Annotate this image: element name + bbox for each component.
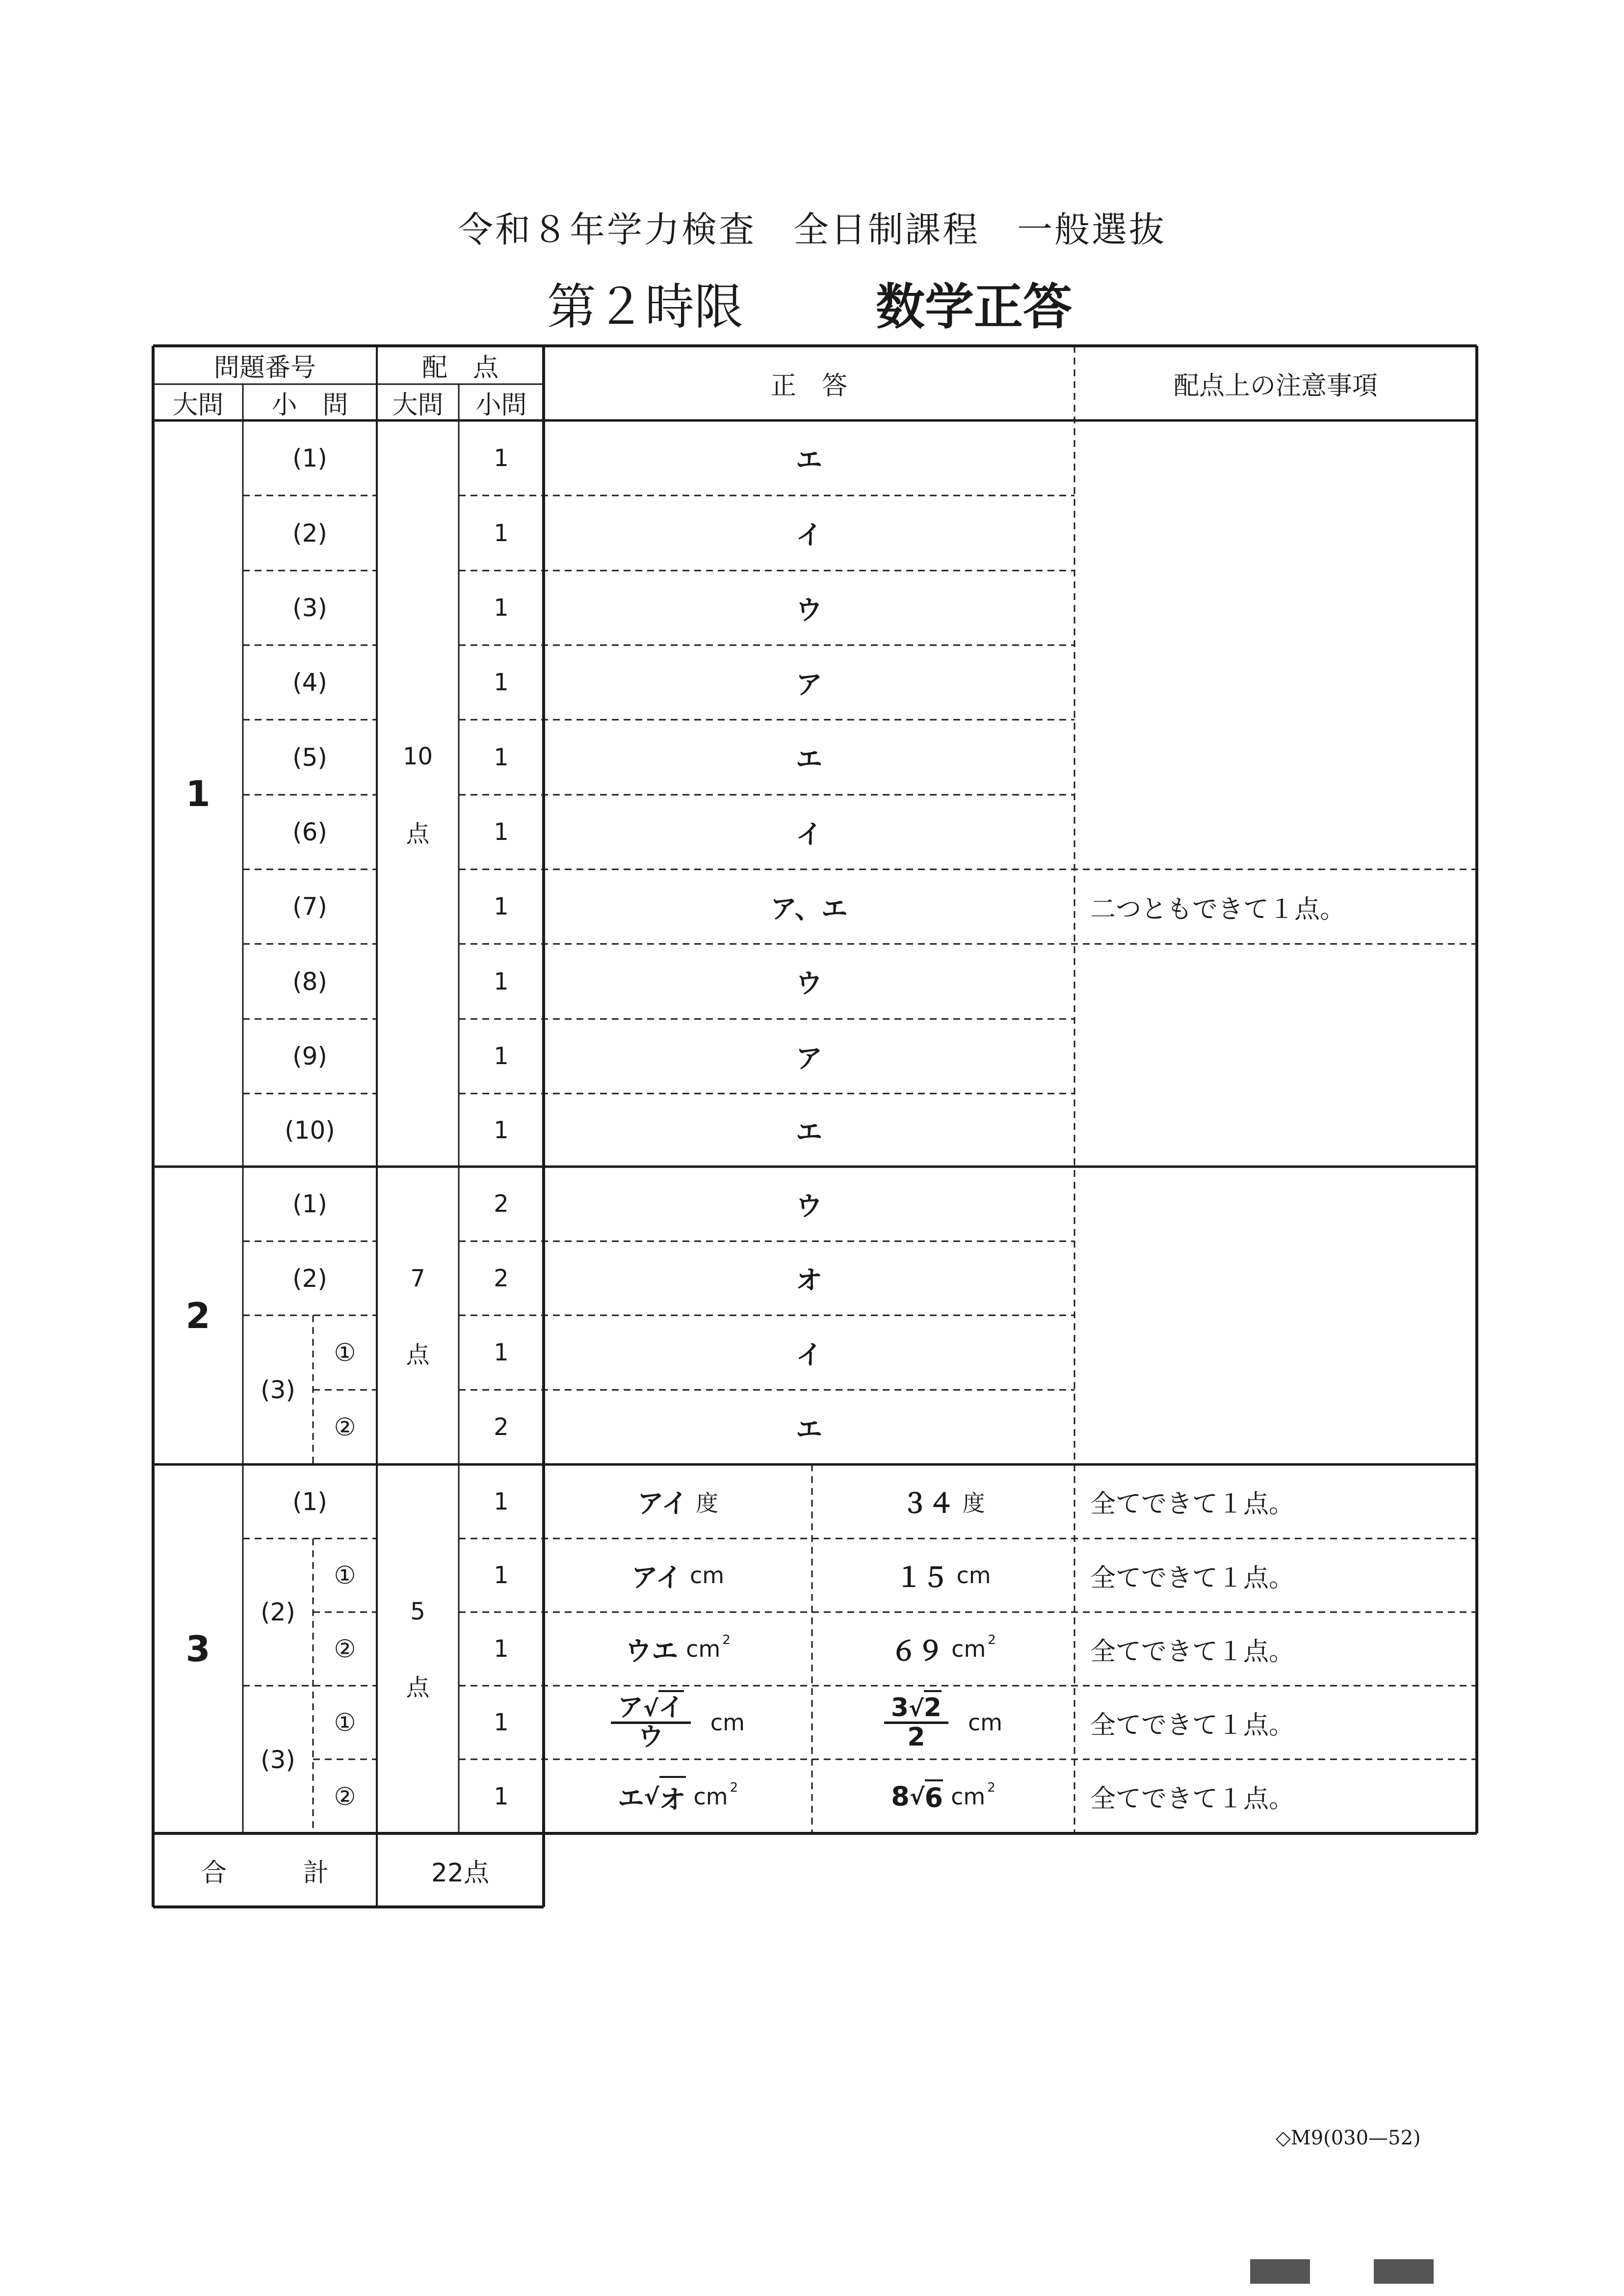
s3-q2-sub2: ② bbox=[334, 1635, 356, 1663]
s3-q2-1-symbol-cell bbox=[544, 1539, 812, 1612]
section-2-points-unit: 点 bbox=[406, 1341, 430, 1369]
s3-q1-symbol: アイ bbox=[637, 1488, 688, 1519]
s3-q1-note: 全てできて１点。 bbox=[1090, 1489, 1295, 1519]
s3-q3-2-symbol-radicand: オ bbox=[659, 1776, 686, 1817]
s3-q3-2-symbol-coef: エ bbox=[617, 1783, 644, 1814]
s1-q7-points: 1 bbox=[494, 893, 509, 920]
section-1-label: 1 bbox=[185, 773, 210, 814]
s3-q1-symbol-unit: 度 bbox=[696, 1489, 719, 1516]
s3-q2-1-note: 全てできて１点。 bbox=[1090, 1563, 1295, 1593]
s3-q2-sub1: ① bbox=[334, 1561, 356, 1590]
s3-q1-symbol-cell bbox=[544, 1464, 812, 1539]
s3-q3-1-value-coef: 3 bbox=[891, 1693, 909, 1722]
s1-q10-answer: エ bbox=[796, 1117, 822, 1148]
s3-q2-2-value-unit: cm bbox=[951, 1636, 986, 1662]
s3-q1: (1) bbox=[292, 1487, 327, 1516]
s2-q3-2-answer: エ bbox=[796, 1413, 822, 1445]
s3-q2-2-value-unit-sup: 2 bbox=[988, 1633, 996, 1647]
s3-q2-2-note: 全てできて１点。 bbox=[1090, 1637, 1295, 1667]
s1-q9-points: 1 bbox=[494, 1043, 509, 1070]
s3-q3-sub2: ② bbox=[334, 1782, 356, 1811]
section-2-points: 7 bbox=[410, 1264, 425, 1292]
s2-q1: (1) bbox=[292, 1190, 327, 1218]
s3-q3-2-value-unit: cm bbox=[951, 1783, 986, 1810]
s3-q2-1-value: １５ bbox=[895, 1562, 949, 1593]
s3-q2-1-value-cell bbox=[812, 1539, 1074, 1612]
s1-q3: (3) bbox=[292, 594, 327, 622]
s1-q10: (10) bbox=[285, 1116, 335, 1145]
s1-q6-answer: イ bbox=[796, 818, 822, 850]
s3-q3-1-value-radicand: 2 bbox=[924, 1690, 942, 1722]
s3-q2-2-symbol: ウエ bbox=[625, 1635, 679, 1667]
s3-q1-value-unit: 度 bbox=[962, 1489, 985, 1516]
s1-q6: (6) bbox=[292, 818, 327, 846]
header-points-large: 大問 bbox=[392, 390, 444, 420]
s1-q7-answer: ア、エ bbox=[770, 893, 848, 924]
header-answer: 正 答 bbox=[770, 371, 847, 401]
section-2-label: 2 bbox=[185, 1295, 210, 1336]
s3-q2-2-symbol-unit: cm bbox=[686, 1636, 721, 1662]
section-1-points: 10 bbox=[402, 743, 433, 770]
s3-q3-1-value-denominator: 2 bbox=[907, 1722, 925, 1752]
s3-q2-2-symbol-unit-sup: 2 bbox=[722, 1633, 731, 1647]
subject-title: 数学正答 bbox=[876, 278, 1072, 336]
total-value: 22点 bbox=[431, 1858, 490, 1888]
s3-q3-sub1: ① bbox=[334, 1708, 356, 1737]
s2-q3: (3) bbox=[261, 1376, 295, 1404]
s3-q2: (2) bbox=[261, 1598, 295, 1626]
s3-q3-1-symbol-cell bbox=[544, 1686, 812, 1759]
s1-q3-answer: ウ bbox=[796, 594, 822, 626]
s1-q7-note: 二つともできて１点。 bbox=[1090, 894, 1346, 924]
s2-q1-answer: ウ bbox=[796, 1190, 822, 1222]
s1-q5: (5) bbox=[292, 743, 327, 772]
exam-title: 令和８年学力検査 全日制課程 一般選抜 bbox=[457, 209, 1166, 250]
s2-q1-points: 2 bbox=[494, 1190, 509, 1218]
s3-q3-2-value-cell bbox=[812, 1759, 1074, 1833]
s1-q3-points: 1 bbox=[494, 594, 509, 622]
s1-q1-points: 1 bbox=[494, 444, 509, 472]
s3-q3-2-value-coef: 8 bbox=[891, 1781, 910, 1812]
s1-q4-answer: ア bbox=[796, 669, 822, 700]
header-question-number: 問題番号 bbox=[213, 353, 316, 383]
s3-q3-1-value-numerator bbox=[884, 1695, 948, 1724]
s3-q3-1-symbol-coef: ア bbox=[618, 1693, 644, 1722]
s3-q3-1-value-fraction bbox=[884, 1695, 948, 1750]
s3-q2-1-value-unit: cm bbox=[956, 1562, 991, 1589]
s1-q8: (8) bbox=[292, 967, 327, 996]
s1-q1: (1) bbox=[292, 444, 327, 472]
section-1-points-unit: 点 bbox=[406, 820, 430, 848]
s3-q1-value: ３４ bbox=[901, 1488, 955, 1519]
sqrt-icon: √ bbox=[643, 1695, 658, 1722]
s3-q3: (3) bbox=[261, 1745, 295, 1774]
sqrt-icon: √ bbox=[644, 1783, 659, 1810]
print-mark bbox=[1250, 2259, 1310, 2284]
s1-q1-answer: エ bbox=[796, 444, 822, 475]
s3-q2-2-symbol-cell bbox=[544, 1612, 812, 1686]
s3-q2-1-symbol: アイ bbox=[631, 1562, 682, 1593]
s1-q9: (9) bbox=[292, 1042, 327, 1070]
print-mark bbox=[1374, 2259, 1434, 2284]
s2-q3-sub2: ② bbox=[334, 1413, 356, 1441]
s2-q2: (2) bbox=[292, 1264, 327, 1293]
s1-q4: (4) bbox=[292, 668, 327, 697]
s3-q3-1-value-cell bbox=[812, 1686, 1074, 1759]
s2-q3-1-points: 1 bbox=[494, 1339, 509, 1366]
s1-q2-answer: イ bbox=[796, 520, 822, 550]
s2-q3-sub1: ① bbox=[334, 1338, 356, 1367]
s3-q3-2-points: 1 bbox=[494, 1782, 509, 1810]
s1-q7: (7) bbox=[292, 892, 327, 921]
section-3-points-unit: 点 bbox=[406, 1673, 430, 1701]
sqrt-icon: √ bbox=[909, 1695, 924, 1722]
s3-q3-2-note: 全てできて１点。 bbox=[1090, 1784, 1295, 1814]
section-3-label: 3 bbox=[185, 1628, 210, 1670]
header-notes: 配点上の注意事項 bbox=[1173, 371, 1378, 401]
s1-q6-points: 1 bbox=[494, 818, 509, 846]
s3-q3-1-points: 1 bbox=[494, 1709, 509, 1736]
s3-q3-1-symbol-unit: cm bbox=[710, 1709, 745, 1736]
s2-q2-answer: オ bbox=[796, 1265, 822, 1296]
s3-q2-2-value-cell bbox=[812, 1612, 1074, 1686]
s2-q3-2-points: 2 bbox=[494, 1413, 509, 1441]
s1-q10-points: 1 bbox=[494, 1116, 509, 1144]
header-points-small: 小問 bbox=[475, 390, 527, 420]
s3-q3-1-symbol-denominator: ウ bbox=[638, 1722, 664, 1752]
period-title: 第２時限 bbox=[547, 278, 743, 336]
s3-q3-2-symbol-unit: cm bbox=[693, 1783, 728, 1810]
s3-q2-2-value: ６９ bbox=[891, 1635, 944, 1667]
s3-q1-value-cell bbox=[812, 1464, 1074, 1539]
s1-q2-points: 1 bbox=[494, 519, 509, 547]
s1-q8-answer: ウ bbox=[796, 968, 822, 999]
s1-q9-answer: ア bbox=[796, 1043, 822, 1074]
total-label: 合 計 bbox=[201, 1858, 329, 1888]
s2-q2-points: 2 bbox=[494, 1264, 509, 1292]
s1-q8-points: 1 bbox=[494, 967, 509, 995]
s1-q5-answer: エ bbox=[796, 744, 822, 775]
s3-q3-2-symbol-cell bbox=[544, 1759, 812, 1833]
s3-q3-1-symbol-radicand: イ bbox=[658, 1690, 684, 1722]
header-small-question: 小 問 bbox=[271, 390, 348, 420]
section-3-points: 5 bbox=[410, 1598, 425, 1625]
header-large-question: 大問 bbox=[172, 390, 224, 420]
sqrt-icon: √ bbox=[909, 1783, 925, 1810]
s3-q3-1-symbol-numerator bbox=[611, 1695, 691, 1724]
s3-q2-1-symbol-unit: cm bbox=[690, 1562, 725, 1589]
s3-q2-1-points: 1 bbox=[494, 1562, 509, 1589]
s1-q5-points: 1 bbox=[494, 743, 509, 771]
s3-q3-1-symbol-fraction bbox=[611, 1695, 691, 1750]
s3-q3-1-note: 全てできて１点。 bbox=[1090, 1710, 1295, 1740]
footer-code: ◇M9(030—52) bbox=[1276, 2127, 1421, 2149]
s3-q3-2-value-radicand: 6 bbox=[925, 1779, 943, 1813]
s3-q2-2-points: 1 bbox=[494, 1635, 509, 1663]
s3-q3-2-symbol-unit-sup: 2 bbox=[730, 1780, 738, 1795]
s3-q3-2-value-unit-sup: 2 bbox=[987, 1780, 995, 1795]
s1-q2: (2) bbox=[292, 519, 327, 548]
s2-q3-1-answer: イ bbox=[796, 1339, 822, 1370]
s3-q3-1-value-unit: cm bbox=[968, 1709, 1003, 1736]
s3-q1-points: 1 bbox=[494, 1487, 509, 1515]
header-points: 配 点 bbox=[421, 353, 498, 383]
s1-q4-points: 1 bbox=[494, 669, 509, 696]
